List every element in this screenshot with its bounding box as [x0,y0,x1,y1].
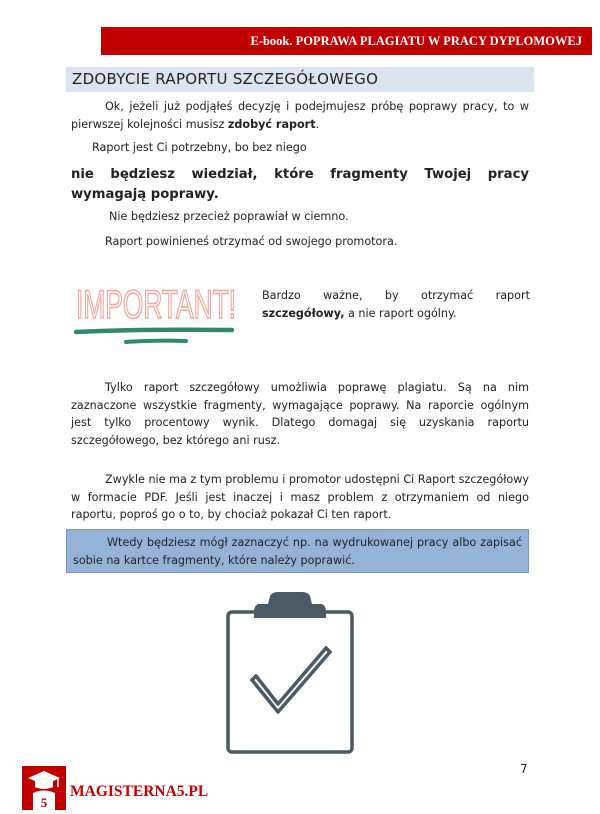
paragraph-1 [71,98,529,133]
page-number: 7 [520,762,528,776]
important-note-bold: szczegółowy, [262,307,345,320]
callout-box: Wtedy będziesz mógł zaznaczyć np. na wydrukowanej pracy albo zapisać sobie na kartce fragmenty, które należy poprawić. [66,529,529,573]
paragraph-3-bold: nie będziesz wiedział, które fragmenty Twojej pracy wymagają poprawy [71,167,529,202]
paragraph-6: Tylko raport szczegółowy umożliwia poprawę plagiatu. Są na nim zaznaczone wszystkie fragmenty, wymagające poprawy. Na raporcie ogólnym jest tylko procentowy wynik. Dlatego domagaj się uzyskania raportu szczegółowego, bez którego ani rusz. [71,381,529,447]
important-note [262,287,530,323]
important-stamp [74,278,240,348]
paragraph-1-end: . [315,117,320,131]
section-title: ZDOBYCIE RAPORTU SZCZEGÓŁOWEGO [66,67,534,92]
graduate-logo-icon [22,766,66,810]
important-note-end: a nie raport ogólny. [344,307,457,320]
paragraph-2: Raport jest Ci potrzebny, bo bez niego [92,141,307,154]
paragraph-3-end: . [213,187,219,202]
important-stamp-graphic [74,278,240,348]
paragraph-7: Zwykle nie ma z tym problemu i promotor udostępni Ci Raport szczegółowy w formacie PDF. Jeśli jest inaczej i masz problem z otrzymaniem od niego raportu, poproś go o to, by chociaż pokazał Ci ten raport. [71,473,530,521]
logo-number: 5 [40,795,48,810]
important-stamp-text: IMPORTANT! [76,283,236,327]
brand-name[interactable]: MAGISTERNA5.PL [70,783,209,800]
paragraph-4: Nie będziesz przecież poprawiał w ciemno. [109,210,349,223]
header-banner [101,27,592,55]
paragraph-3 [71,165,529,205]
header-banner-text: E-book. POPRAWA PLAGIATU W PRACY DYPLOMOWEJ [250,33,582,48]
important-note-text: Bardzo ważne, by otrzymać raport [262,289,530,302]
paragraph-1-text: Ok, jeżeli już podjąłeś decyzję i podejmujesz próbę poprawy pracy, to w pierwszej kolejności musisz [71,100,529,131]
paragraph-1-bold: zdobyć raport [227,117,316,131]
clipboard-check-icon [222,590,358,758]
paragraph-5: Raport powinieneś otrzymać od swojego promotora. [105,235,398,248]
